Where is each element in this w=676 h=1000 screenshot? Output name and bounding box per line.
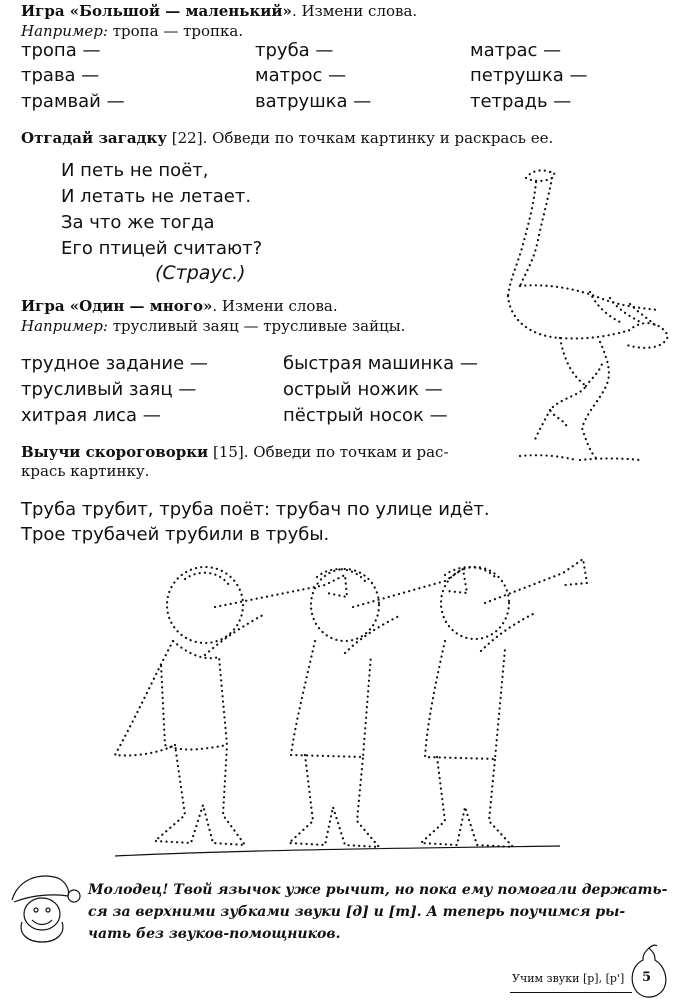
task4-ref: [15] xyxy=(212,443,244,461)
riddle-line: И летать не летает. xyxy=(61,186,252,207)
task3-title: Игра «Один — много» xyxy=(21,297,213,315)
phrase-trudnoe-zadanie: трудное задание — xyxy=(21,353,208,374)
phrase-ostry-nozhik: острый ножик — xyxy=(283,379,443,400)
trumpeters-dotted-picture xyxy=(95,545,595,865)
riddle-line: И петь не поёт, xyxy=(61,160,209,181)
phrase-pyostry-nosok: пёстрый носок — xyxy=(283,405,448,426)
phrase-khitraya-lisa: хитрая лиса — xyxy=(21,405,161,426)
word-tropa: тропа — xyxy=(21,40,101,61)
task1-example-text: тропа — тропка. xyxy=(107,22,244,40)
riddle-text xyxy=(61,158,262,262)
riddle-answer: (Страус.) xyxy=(155,262,246,284)
gnome-head-icon xyxy=(4,866,84,946)
footer-rule xyxy=(510,992,632,993)
word-vatrushka: ватрушка — xyxy=(255,91,372,112)
praise-line: Молодец! Твой язычок уже рычит, но пока ему помогали держать- xyxy=(88,882,668,898)
task2-ref: [22] xyxy=(171,129,203,147)
tongue-twister-line: Трое трубачей трубили в трубы. xyxy=(21,524,330,545)
phrase-bystraya-mashinka: быстрая машинка — xyxy=(283,353,478,374)
praise-text xyxy=(88,879,667,945)
task3-example-text: трусливый заяц — трусливые зайцы. xyxy=(107,317,406,335)
word-tramvai: трамвай — xyxy=(21,91,125,112)
task3-example-label: Например: xyxy=(21,317,108,335)
task4-instruction: . Обведи по точкам и рас- xyxy=(243,443,449,461)
task4-title: Выучи скороговорки xyxy=(21,443,209,461)
task1-example-label: Например: xyxy=(21,22,108,40)
phrase-truslivy-zayats: трусливый заяц — xyxy=(21,379,197,400)
task1-heading xyxy=(21,2,417,21)
word-trava: трава — xyxy=(21,65,100,86)
task1-instruction: . Измени слова. xyxy=(291,2,418,20)
task2-heading xyxy=(21,129,553,148)
word-petrushka: петрушка — xyxy=(470,65,588,86)
task3-instruction: . Измени слова. xyxy=(212,297,338,315)
riddle-line: Его птицей считают? xyxy=(61,238,263,259)
page-number: 5 xyxy=(642,970,652,985)
task2-instruction: . Обведи по точкам картинку и раскрась ее. xyxy=(202,129,554,147)
task4-instruction-cont: крась картинку. xyxy=(21,462,150,480)
riddle-line: За что же тогда xyxy=(61,212,215,233)
task4-heading xyxy=(21,443,449,481)
ostrich-dotted-picture xyxy=(490,160,676,470)
word-matras: матрас — xyxy=(470,40,562,61)
footer-topic: Учим звуки [р], [р'] xyxy=(512,972,625,985)
praise-line: чать без звуков-помощников. xyxy=(88,926,341,942)
task3-heading xyxy=(21,297,338,316)
task1-example xyxy=(21,22,243,40)
word-matros: матрос — xyxy=(255,65,347,86)
praise-line: ся за верхними зубками звуки [д] и [т]. А теперь поучимся ры- xyxy=(88,904,626,920)
task3-example xyxy=(21,317,405,335)
task1-title: Игра «Большой — маленький» xyxy=(21,2,292,20)
ground-line xyxy=(115,840,560,860)
word-tetrad: тетрадь — xyxy=(470,91,572,112)
task2-title: Отгадай загадку xyxy=(21,129,167,147)
tongue-twister xyxy=(21,497,490,547)
tongue-twister-line: Труба трубит, труба поёт: трубач по улице идёт. xyxy=(21,499,490,520)
word-truba: труба — xyxy=(255,40,334,61)
